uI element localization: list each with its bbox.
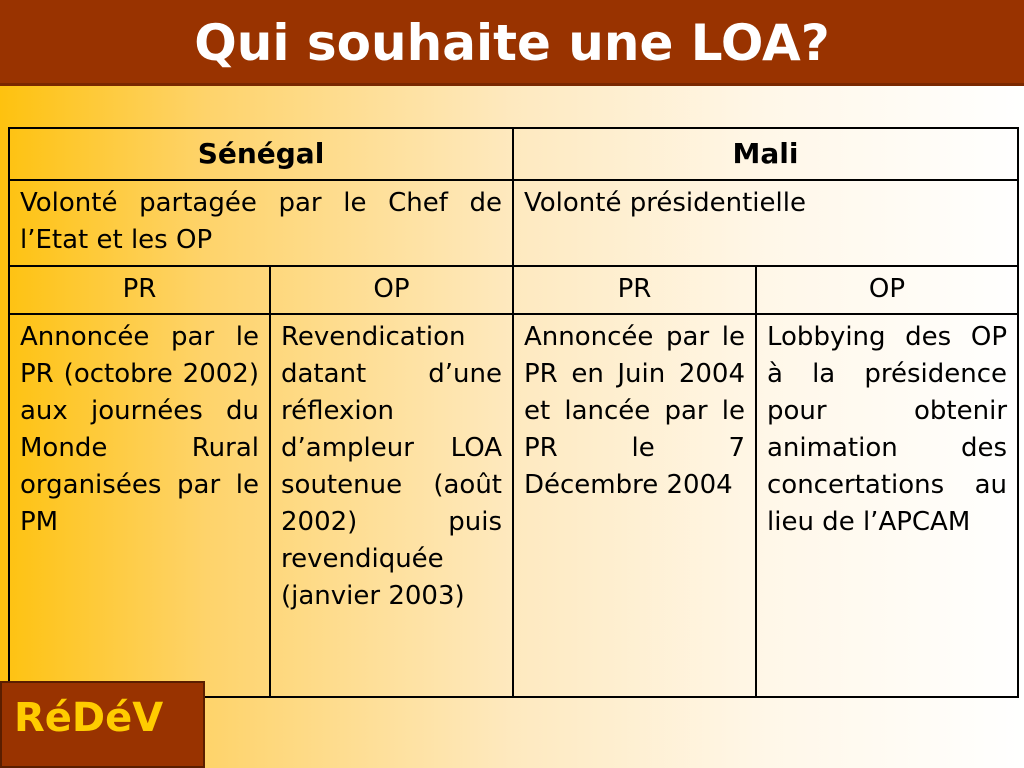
- header-mali: Mali: [513, 128, 1018, 180]
- description-mali: Volonté présidentielle: [513, 180, 1018, 266]
- comparison-table: [8, 127, 1019, 698]
- description-senegal: Volonté partagée par le Chef de l’Etat et les OP: [9, 180, 513, 266]
- table-row: [9, 266, 1018, 314]
- detail-senegal-pr: Annoncée par le PR (octobre 2002) aux journées du Monde Rural organisées par le PM: [9, 314, 270, 697]
- detail-mali-pr: Annoncée par le PR en Juin 2004 et lancée par le PR le 7 Décembre 2004: [513, 314, 756, 697]
- subheader-senegal-pr: PR: [9, 266, 270, 314]
- slide-title: Qui souhaite une LOA?: [0, 0, 1024, 86]
- table-row: [9, 180, 1018, 266]
- detail-senegal-op: Revendication datant d’une réflexion d’ampleur LOA soutenue (août 2002) puis revendiquée (janvier 2003): [270, 314, 513, 697]
- subheader-senegal-op: OP: [270, 266, 513, 314]
- detail-mali-op: Lobbying des OP à la présidence pour obtenir animation des concertations au lieu de l’APCAM: [756, 314, 1018, 697]
- table-header-row: [9, 128, 1018, 180]
- redev-logo: RéDéV: [0, 681, 205, 768]
- subheader-mali-pr: PR: [513, 266, 756, 314]
- subheader-mali-op: OP: [756, 266, 1018, 314]
- table-row: [9, 314, 1018, 697]
- header-senegal: Sénégal: [9, 128, 513, 180]
